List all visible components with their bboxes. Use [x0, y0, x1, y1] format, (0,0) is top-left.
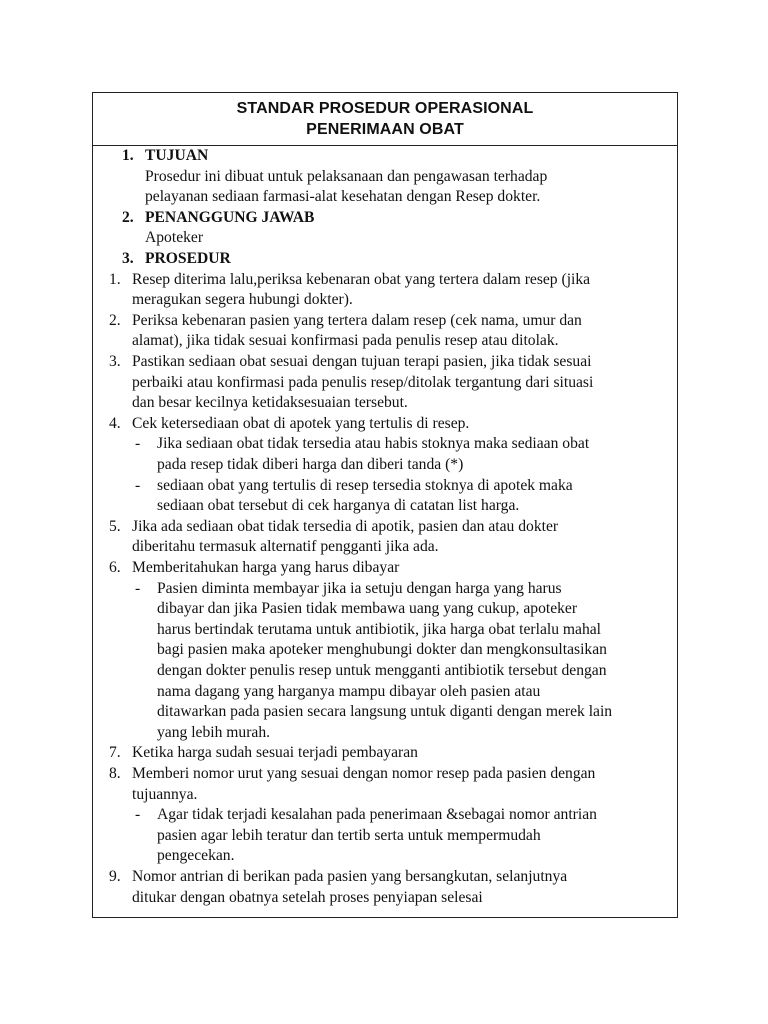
bullet-text-line: Agar tidak terjadi kesalahan pada penerimaan &sebagai nomor antrian: [157, 806, 597, 824]
step-number: 6.: [109, 559, 121, 576]
step-text-line: ditukar dengan obatnya setelah proses penyiapan selesai: [132, 888, 483, 906]
bullet-text-line: harus bertindak terutama untuk antibiotik, jika harga obat terlalu mahal: [157, 620, 601, 638]
document-title: STANDAR PROSEDUR OPERASIONAL: [236, 100, 534, 117]
section-number: 3.: [122, 250, 134, 267]
document-title-block: [93, 93, 677, 146]
step-text-line: tujuannya.: [132, 785, 198, 803]
step-text-line: Jika ada sediaan obat tidak tersedia di apotik, pasien dan atau dokter: [132, 517, 559, 535]
step-text-line: Nomor antrian di berikan pada pasien yang bersangkutan, selanjutnya: [132, 868, 568, 885]
step-number: 3.: [109, 353, 121, 370]
bullet-marker: -: [135, 435, 141, 453]
step-number: 7.: [109, 744, 121, 762]
step-text-line: Cek ketersediaan obat di apotek yang tertulis di resep.: [132, 414, 470, 432]
bullet-marker: -: [135, 476, 141, 494]
sop-document: [92, 92, 678, 918]
bullet-text-line: sediaan obat tersebut di cek harganya di catatan list harga.: [157, 497, 520, 515]
bullet-text-line: pada resep tidak diberi harga dan diberi tanda (*): [157, 456, 464, 473]
step-number: 8.: [109, 765, 121, 782]
bullet-text-line: bagi pasien maka apoteker menghubungi dokter dan mengkonsultasikan: [157, 641, 607, 659]
step-number: 1.: [109, 270, 121, 288]
step-text-line: diberitahu termasuk alternatif pengganti jika ada.: [132, 538, 439, 556]
section-heading: TUJUAN: [145, 147, 209, 164]
step-text-line: meragukan segera hubungi dokter).: [132, 291, 353, 309]
bullet-text-line: dengan dokter penulis resep untuk mengganti antibiotik tersebut dengan: [157, 662, 607, 679]
bullet-text-line: Pasien diminta membayar jika ia setuju dengan harga yang harus: [157, 579, 562, 597]
bullet-text-line: pasien agar lebih teratur dan tertib serta untuk mempermudah: [157, 826, 541, 844]
bullet-text-line: Jika sediaan obat tidak tersedia atau habis stoknya maka sediaan obat: [157, 435, 590, 453]
section-number: 1.: [122, 147, 134, 164]
bullet-text-line: pengecekan.: [157, 847, 235, 865]
step-text-line: Periksa kebenaran pasien yang tertera dalam resep (cek nama, umur dan: [132, 311, 582, 329]
bullet-text-line: yang lebih murah.: [157, 723, 271, 741]
step-text-line: Ketika harga sudah sesuai terjadi pembayaran: [132, 744, 418, 762]
bullet-text-line: nama dagang yang harganya mampu dibayar oleh pasien atau: [157, 682, 541, 700]
bullet-marker: -: [135, 806, 141, 824]
section-text-line: Prosedur ini dibuat untuk pelaksanaan dan pengawasan terhadap: [145, 167, 548, 185]
section-number: 2.: [122, 208, 134, 226]
bullet-text-line: sediaan obat yang tertulis di resep tersedia stoknya di apotek maka: [157, 476, 573, 494]
section-heading: PENANGGUNG JAWAB: [145, 208, 315, 226]
step-text-line: Memberitahukan harga yang harus dibayar: [132, 559, 400, 576]
step-number: 9.: [109, 868, 121, 885]
step-text-line: Resep diterima lalu,periksa kebenaran obat yang tertera dalam resep (jika: [132, 270, 591, 288]
step-text-line: dan besar kecilnya ketidaksesuaian tersebut.: [132, 394, 408, 412]
bullet-text-line: dibayar dan jika Pasien tidak membawa uang yang cukup, apoteker: [157, 600, 578, 618]
section-text-line: pelayanan sediaan farmasi-alat kesehatan dengan Resep dokter.: [145, 188, 541, 206]
step-text-line: Pastikan sediaan obat sesuai dengan tujuan terapi pasien, jika tidak sesuai: [132, 353, 592, 370]
section-text-line: Apoteker: [145, 229, 204, 247]
section-heading: PROSEDUR: [145, 250, 231, 267]
step-number: 4.: [109, 414, 121, 432]
step-number: 2.: [109, 311, 121, 329]
step-text-line: perbaiki atau konfirmasi pada penulis resep/ditolak tergantung dari situasi: [132, 373, 594, 391]
step-text-line: Memberi nomor urut yang sesuai dengan nomor resep pada pasien dengan: [132, 765, 596, 782]
bullet-text-line: ditawarkan pada pasien secara langsung untuk diganti dengan merek lain: [157, 703, 613, 721]
step-text-line: alamat), jika tidak sesuai konfirmasi pada penulis resep atau ditolak.: [132, 332, 559, 350]
step-number: 5.: [109, 517, 121, 535]
bullet-marker: -: [135, 579, 141, 597]
document-subtitle: PENERIMAAN OBAT: [306, 121, 464, 138]
